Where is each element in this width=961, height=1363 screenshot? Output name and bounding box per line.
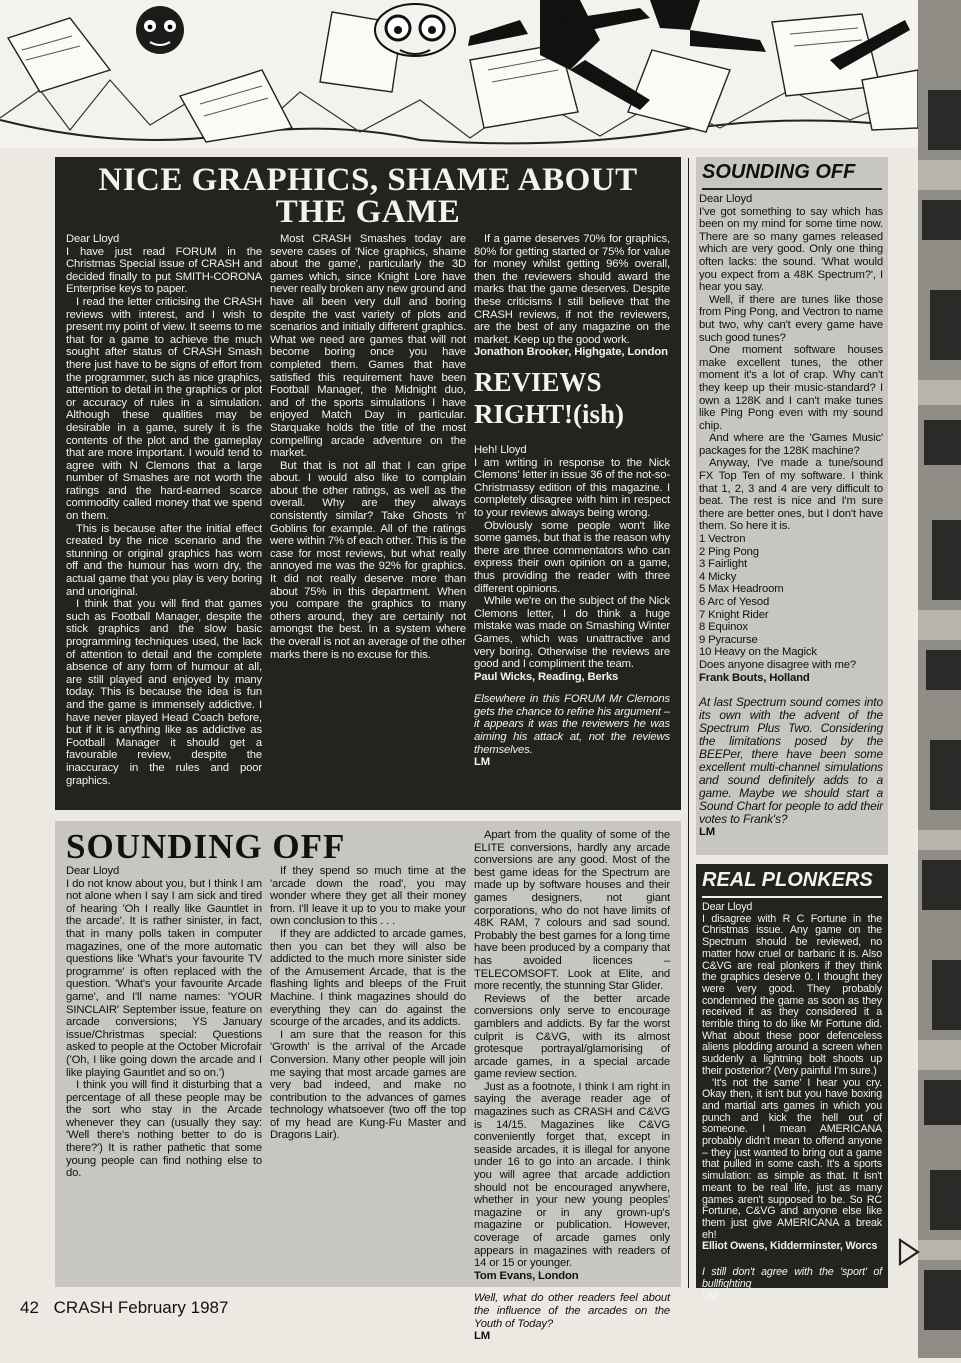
letter-2-paragraph: Obviously some people won't like some games, but that is the reason why there are three commentators who can express their own opinion on a game, thus providing the reader with three different opinions. [474, 519, 670, 595]
top-ten-item: 2 Ping Pong [699, 545, 759, 558]
letter-2-greeting: Heh! Lloyd [474, 444, 527, 456]
top-ten-item: 5 Max Headroom [699, 583, 784, 596]
letter-3-column-1 [66, 865, 262, 1283]
letter-1-paragraph: I read the letter criticising the CRASH reviews with interest, and I wish to present my point of view. It seems to me that for a game to achieve the much sought after status of CRASH Smash there just have to be signs of effort from the programmer, such as nice graphics, attention to detail in the graphics or plot or accuracy of rules in a simulation. Although these qualities may be desirable in a game, surely it is the contents of the plot and the gameplay that are more important. I would tend to agree with N Clemons that a large number of Smashes are not worth the ratings and the hard-earned scarce commodity called money that we spend on them. [66, 295, 262, 523]
letter-3-editor-sign: LM [474, 1330, 491, 1343]
letter-3-paragraph: Apart from the quality of some of the ELITE conversions, hardly any arcade conversions are any good. Most of the best game ideas for the Spectrum are made up by software houses and their games designers, not giant corporations, who do not have limits of 48K RAM, 7 colours and sad sound. Probably the best games for a long time have been produced by a company that has avoided licences – TELECOMSOFT. Look at Elite, and more recently, the stunning Star Glider. [474, 829, 670, 993]
letter-3-paragraph: If they are addicted to arcade games, then you can bet they will also be addicted to the much more sinister side of the Amusement Arcade, that is the flashing lights and bleeps of the Fruit Machine. I think magazines should do everything they can do against the scourge of the arcades, and its addicts. [270, 927, 466, 1029]
letter-5-paragraph: 'It's not the same' I hear you cry. Okay then, it isn't but you have boxing and martial arts games in which you punch and kick the hell out of someone. I mean AMERICANA probably didn't mean to offend anyone – they just wanted to bring out a game that pulled in some cash. It's a sports simulation: as simple as that. It isn't meant to be real life, just as many games aren't supposed to be. So RC Fortune, C&VG and anyone else like them just give AMERICANA a break eh! [702, 1076, 882, 1241]
top-ten-item: 6 Arc of Yesod [699, 596, 770, 608]
letter-2-paragraph: While we're on the subject of the Nick Clemons letter, I do think a huge mistake was made on Smashing Winter Games, which was unattractive and very boring. Otherwise the reviews are good and I compliment the team. [474, 595, 670, 671]
letter-2-editor-sign: LM [474, 756, 491, 769]
magazine-masthead: CRASH February 1987 [53, 1298, 229, 1317]
headline-sounding-off-bottom: SOUNDING OFF [66, 827, 346, 866]
letter-5-greeting: Dear Lloyd [702, 901, 753, 913]
top-ten-item: 10 Heavy on the Magick [699, 646, 817, 659]
top-ten-item: 8 Equinox [699, 621, 748, 634]
letter-5-editor-sign: LM [702, 1289, 718, 1302]
letter-4-editor-sign: LM [699, 826, 716, 839]
letter-3-paragraph: I do not know about you, but I think I am not alone when I say I am sick and tired of hearing 'Oh I really like Gauntlet in the arcade'. It is rather sinister, in fact, that in many polls taken in computer magazines, one of the more automatic questions like 'What's your favourite TV programme' is often replaced with the question. 'What's your favourite Arcade game', and I'll name names: 'YOUR SINCLAIR' September issue, feature on arcade conversions; YS January issue/Christmas special: Questions asked to people at the October Microfair ('Oh, I like going down the arcade and I like playing Gauntlet and so on.') [66, 877, 262, 1079]
top-ten-item: 1 Vectron [699, 533, 746, 546]
top-ten-item: 9 Pyracurse [699, 633, 758, 646]
letter-1-column-3 [474, 233, 670, 359]
letter-3-paragraph: I am sure that the reason for this 'Growth' is the arrival of the Arcade Conversion. Many other people will join me saying that most arcade games are very bad indeed, and make no contribution to the advances of games technology whatsoever (two off the top of my head are Kung-Fu Master and Dragons Lair). [270, 1028, 466, 1142]
fuzzy-creature-illustration [136, 6, 184, 54]
headline-reviews-right: REVIEWS RIGHT!(ish) [474, 367, 625, 429]
letter-4-closing: Does anyone disagree with me? [699, 658, 857, 671]
letter-3-paragraph: If they spend so much time at the 'arcade down the road', you may wonder where they get all their money from. I'll leave it up to you to make your own conclusion to this . . . [270, 865, 466, 928]
letter-1-paragraph: I have just read FORUM in the Christmas Special issue of CRASH and decided finally to put SMITH-CORONA Enterprise keys to paper. [66, 245, 262, 296]
headline-sounding-off-right: SOUNDING OFF [702, 160, 882, 190]
letter-3-column-2 [270, 865, 466, 1283]
top-ten-item: 7 Knight Rider [699, 608, 769, 621]
letter-1-signature: Jonathon Brooker, Highgate, London [474, 346, 668, 359]
letter-3-paragraph: Reviews of the better arcade conversions only serve to encourage gamblers and addicts. By far the worst culprit is C&VG, with its almost grotesque portrayal/glamorising of arcade games, in a special arcade game review section. [474, 992, 670, 1081]
letter-2-column [474, 444, 670, 807]
letter-3-paragraph: Just as a footnote, I think I am right in saying the average reader age of magazines such as CRASH and C&VG is 14/15. Magazines like C&VG conveniently forget that, except in seaside arcades, it is illegal for anyone under 16 to go into an arcade. I think you will agree that arcade addiction should not be encouraged anywhere, whether in your new young peoples' magazine or in any grown-up's magazine or publication. However, coverage of arcade games only appears in magazines with readers of 14 or 15 or younger. [474, 1080, 670, 1270]
page-number: 42 [20, 1298, 39, 1317]
page-edge-stripes [918, 0, 961, 1358]
letter-5-editor-reply: I still don't agree with the 'sport' of bullfighting [702, 1266, 882, 1290]
letter-1-paragraph: If a game deserves 70% for graphics, 80% for getting started or 75% for value for money whilst getting 96% overall, then the reviewers should award the marks that the game deserves. Despite these criticisms I still believe that the CRASH reviews, if not the reviewers, are the best of any magazine on the market. Keep up the good work. [474, 233, 670, 346]
continue-arrow-icon [898, 1238, 920, 1271]
cartoon-banner [0, 0, 918, 148]
letter-2-editor-reply: Elsewhere in this FORUM Mr Clemons gets the chance to refine his argument – it appears it was the reviewers he was aiming his attack at, not the reviews themselves. [474, 693, 670, 756]
letter-4-column [699, 193, 883, 850]
letter-3-signature: Tom Evans, London [474, 1269, 579, 1282]
column-divider [688, 158, 689, 1288]
letter-2-signature: Paul Wicks, Reading, Berks [474, 670, 619, 683]
letter-3-editor-reply: Well, what do other readers feel about the influence of the arcades on the Youth of Today? [474, 1292, 670, 1330]
headline-nice-graphics: NICE GRAPHICS, SHAME ABOUT THE GAME [98, 162, 638, 230]
letter-1-column-2 [270, 233, 466, 809]
letter-4-paragraph: One moment software houses make excellent tunes, the other moment it's a lot of crap. Why can't they keep up their music-standard? I own a 128K and I can't make tunes like Ping Pong even with my sound chip. [699, 344, 883, 432]
letter-1-paragraph: Most CRASH Smashes today are severe cases of 'Nice graphics, shame about the game', particularly the 3D games which, since Knight Lore have never really broken any new ground and have all been very dull and boring despite the vast variety of plots and scenarios and initially different graphics. What we need are games that will not become boring once you have completed them. Games that have satisfied this requirement have been Football Manager, the Midnight duo, and of the sports simulations I have enjoyed Match Day in particular. Starquake holds the title of the most compelling arcade adventure on the market. [270, 233, 466, 460]
letter-1-column-1 [66, 233, 262, 809]
top-ten-item: 3 Fairlight [699, 558, 747, 571]
letter-4-paragraph: Well, if there are tunes like those from Ping Pong, and Vectron to name but two, why can't every game have such good tunes? [699, 293, 883, 344]
letter-4-signature: Frank Bouts, Holland [699, 671, 810, 684]
letter-1-paragraph: I think that you will find that games such as Football Manager, despite the stick graphics and the slow basic programming techniques used, the lack of attention to detail and the complete absence of any form of humour at all, are still played and enjoyed by many today. This is because the idea is fun and the game is immensely addictive. I have never played Head Coach before, but if it is anything like as addictive as Football Manager it should get a favourable review, despite the inaccuracy in the rules and poor graphics. [66, 598, 262, 787]
letter-1-greeting: Dear Lloyd [66, 233, 120, 245]
letter-3-greeting: Dear Lloyd [66, 865, 120, 877]
letter-4-paragraph: Anyway, I've made a tune/sound FX Top Ten of my software. I think that 1, 2, 3 and 4 are very difficult to beat. The rest is nice and I'm sure there are better ones, but I don't have them. So here it is. [699, 457, 883, 533]
letter-4-paragraph: I've got something to say which has been on my mind for some time now. There are so many games released which are very good. Only one thing often lacks: the sound. 'What would you expect from a 48K Spectrum?', I hear you say. [699, 205, 883, 294]
page-footer [20, 1298, 228, 1318]
letter-5-column [702, 901, 882, 1302]
letter-4-paragraph: And where are the 'Games Music' packages for the 128K machine? [699, 432, 883, 457]
cartoon-illustration [0, 0, 918, 148]
letter-1-paragraph: This is because after the initial effect created by the nice scenario and the stunning or original graphics has worn off and the humour has worn dry, the actual game that you play is very boring and unoriginal. [66, 522, 262, 598]
letter-4-editor-reply: At last Spectrum sound comes into its own with the advent of the Spectrum Plus Two. Considering the limitations posed by the BEEPer, there have been some excellent multi-channel simulations and sound definitely adds to a game. Maybe we should start a Sound Chart for people to add their votes to Frank's? [699, 695, 883, 827]
headline-real-plonkers: REAL PLONKERS [702, 868, 882, 898]
letter-5-signature: Elliot Owens, Kidderminster, Worcs [702, 1240, 878, 1253]
letter-4-greeting: Dear Lloyd [699, 193, 753, 205]
goggle-character-illustration [375, 4, 455, 56]
letter-2-paragraph: I am writing in response to the Nick Clemons' letter in issue 36 of the not-so-Christmassy edition of this magazine. I completely disagree with him in respect to your reviews always being wrong. [474, 456, 670, 519]
top-ten-item: 4 Micky [699, 570, 737, 583]
stripes-graphic [918, 0, 961, 1358]
letter-1-paragraph: But that is not all that I can gripe about. I would also like to complain about the other ratings, as well as the overall. Why are they always consistently similar? Take Ghosts 'n' Goblins for example. All of the ratings were within 7% of each other. This is the case for most reviews, but what really annoyed me was the 92% for graphics. It did not really deserve more than about 75% in this department. When you compare the graphics to many others around, they are certainly not amongst the best. In a system where the overall is not an average of the other marks there is no excuse for this. [270, 459, 466, 661]
letter-3-column-3 [474, 829, 670, 1343]
letter-3-paragraph: I think you will find it disturbing that a percentage of all these people may be the sort who stay in the Arcade whenever they can (usually they say: 'Well there's nothing better to do is there?') It is rather pathetic that some young people can find nothing else to do. [66, 1079, 262, 1180]
letter-5-paragraph: I disagree with R C Fortune in the Christmas issue. Any game on the Spectrum should be reviewed, no matter how cruel or barbaric it is. Also C&VG are real plonkers if they think the graphics deserve 0. I thought they were very good. They probably condemned the game as soon as they received it as they considered it a terrible thing to do like Mr Fortune did. What about these poor defenceless aliens plodding around a screen when suddenly a lightning bolt shoots up their posterior? (Very painful I'm sure.) [702, 912, 882, 1077]
